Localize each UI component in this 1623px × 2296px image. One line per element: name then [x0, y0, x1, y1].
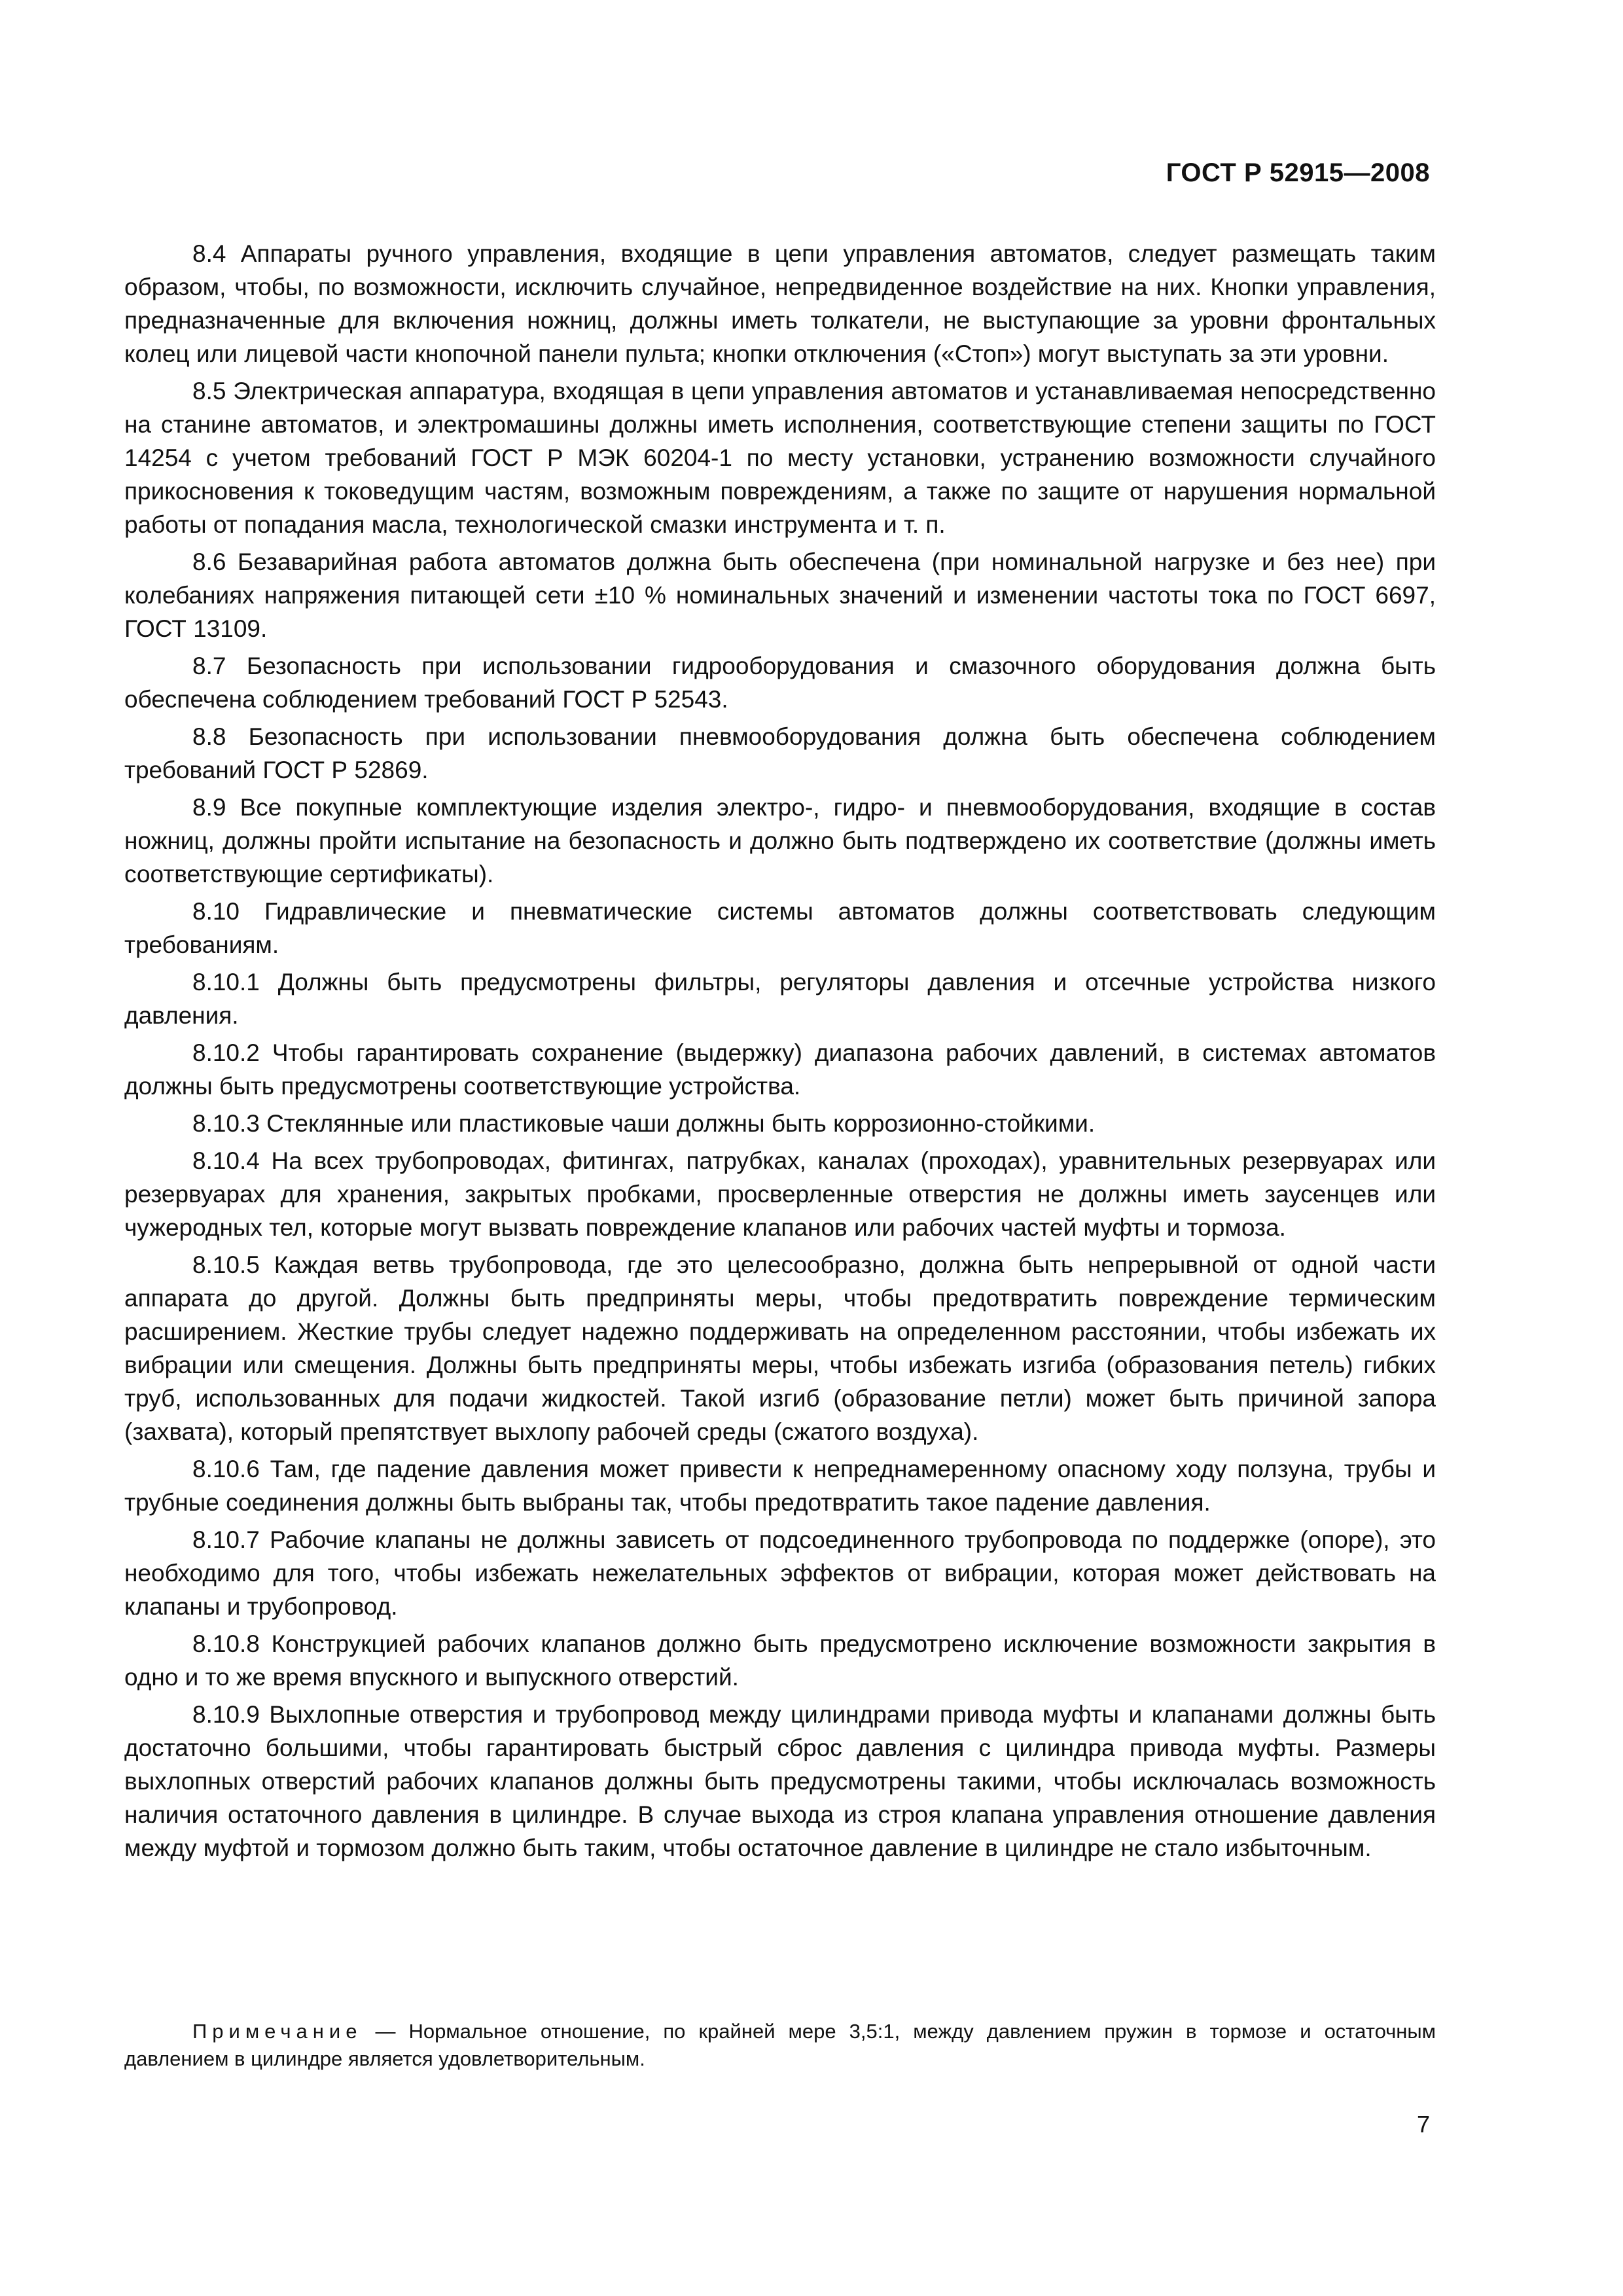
paragraph-8-4: 8.4 Аппараты ручного управления, входящие в цепи управления автоматов, следует размещать таким образом, чтобы, по возможности, исключить случайное, непредвиденное воздействие на них. Кнопки управления, предназначенные для включения ножниц, должны иметь толкатели, не выступающие за уровни фронтальных колец или лицевой части кнопочной панели пульта; кнопки отключения («Стоп») могут выступать за эти уровни.: [124, 240, 1436, 367]
document-code: ГОСТ Р 52915—2008: [1166, 158, 1430, 187]
paragraph-8-8: 8.8 Безопасность при использовании пневмооборудования должна быть обеспечена соблюдением требований ГОСТ Р 52869.: [124, 723, 1436, 783]
paragraph-8-10-6: 8.10.6 Там, где падение давления может привести к непреднамеренному опасному ходу ползуна, трубы и трубные соединения должны быть выбраны так, чтобы предотвратить такое падение давления.: [124, 1456, 1436, 1516]
paragraph-8-10-4: 8.10.4 На всех трубопроводах, фитингах, патрубках, каналах (проходах), уравнительных резервуарах или резервуарах для хранения, закрытых пробками, просверленные отверстия не должны иметь заусенцев или чужеродных тел, которые могут вызвать повреждение клапанов или рабочих частей муфты и тормоза.: [124, 1147, 1436, 1241]
paragraph-8-6: 8.6 Безаварийная работа автоматов должна быть обеспечена (при номинальной нагрузке и без нее) при колебаниях напряжения питающей сети ±10 % номинальных значений и изменении частоты тока по ГОСТ 6697, ГОСТ 13109.: [124, 548, 1436, 642]
paragraph-8-10-1: 8.10.1 Должны быть предусмотрены фильтры, регуляторы давления и отсечные устройства низкого давления.: [124, 969, 1436, 1029]
paragraph-8-7: 8.7 Безопасность при использовании гидрооборудования и смазочного оборудования должна быть обеспечена соблюдением требований ГОСТ Р 52543.: [124, 653, 1436, 713]
paragraph-8-10: 8.10 Гидравлические и пневматические системы автоматов должны соответствовать следующим требованиям.: [124, 898, 1436, 958]
paragraph-8-10-9: 8.10.9 Выхлопные отверстия и трубопровод между цилиндрами привода муфты и клапанами должны быть достаточно большими, чтобы гарантировать быстрый сброс давления с цилиндра привода муфты. Размеры выхлопных отверстий рабочих клапанов должны быть предусмотрены такими, чтобы исключалась возможность наличия остаточного давления в цилиндре. В случае выхода из строя клапана управления отношение давления между муфтой и тормозом должно быть таким, чтобы остаточное давление в цилиндре не стало избыточным.: [124, 1701, 1436, 1861]
note-label: Примечание: [192, 2020, 363, 2043]
paragraph-8-10-7: 8.10.7 Рабочие клапаны не должны зависеть от подсоединенного трубопровода по поддержке (опоре), это необходимо для того, чтобы избежать нежелательных эффектов от вибрации, которая может действовать на клапаны и трубопровод.: [124, 1526, 1436, 1620]
note-text: — Нормальное отношение, по крайней мере 3,5:1, между давлением пружин в тормозе и остаточным давлением в цилиндре является удовлетворительным.: [124, 2020, 1436, 2070]
note: [124, 2018, 1436, 2073]
paragraph-8-9: 8.9 Все покупные комплектующие изделия электро-, гидро- и пневмооборудования, входящие в состав ножниц, должны пройти испытание на безопасность и должно быть подтверждено их соответствие (должны иметь соответствующие сертификаты).: [124, 794, 1436, 888]
paragraph-8-10-8: 8.10.8 Конструкцией рабочих клапанов должно быть предусмотрено исключение возможности закрытия в одно и то же время впускного и выпускного отверстий.: [124, 1630, 1436, 1691]
body-text: [124, 237, 1436, 1869]
page-number: 7: [1416, 2111, 1430, 2138]
paragraph-8-10-3: 8.10.3 Стеклянные или пластиковые чаши должны быть коррозионно-стойкими.: [192, 1110, 1096, 1137]
paragraph-8-5: 8.5 Электрическая аппаратура, входящая в цепи управления автоматов и устанавливаемая непосредственно на станине автоматов, и электромашины должны иметь исполнения, соответствующие степени защиты по ГОСТ 14254 с учетом требований ГОСТ Р МЭК 60204-1 по месту установки, устранению возможности случайного прикосновения к токоведущим частям, возможным повреждениям, а также по защите от нарушения нормальной работы от попадания масла, технологической смазки инструмента и т. п.: [124, 378, 1436, 538]
paragraph-8-10-2: 8.10.2 Чтобы гарантировать сохранение (выдержку) диапазона рабочих давлений, в системах автоматов должны быть предусмотрены соответствующие устройства.: [124, 1039, 1436, 1100]
paragraph-8-10-5: 8.10.5 Каждая ветвь трубопровода, где это целесообразно, должна быть непрерывной от одной части аппарата до другой. Должны быть предприняты меры, чтобы предотвратить повреждение термическим расширением. Жесткие трубы следует надежно поддерживать на определенном расстоянии, чтобы избежать их вибрации или смещения. Должны быть предприняты меры, чтобы избежать изгиба (образования петель) гибких труб, использованных для подачи жидкостей. Такой изгиб (образование петли) может быть причиной запора (захвата), который препятствует выхлопу рабочей среды (сжатого воздуха).: [124, 1251, 1436, 1445]
